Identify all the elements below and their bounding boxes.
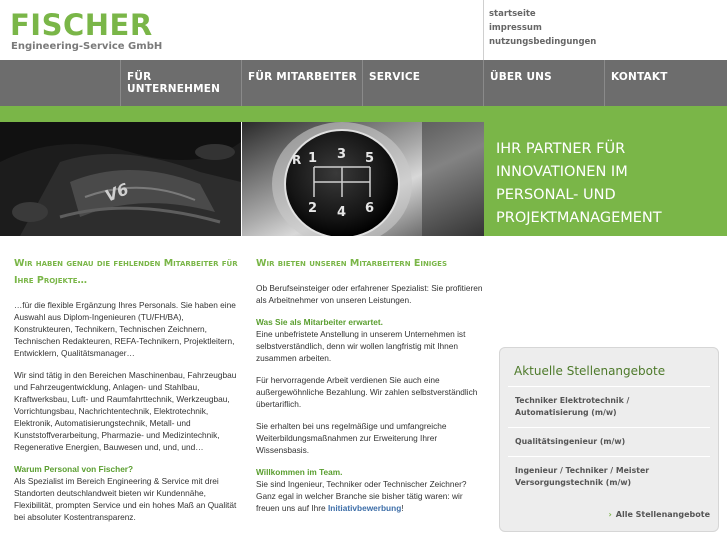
logo-wordmark: FISCHER (10, 8, 153, 42)
job-item-quality-engineer[interactable]: Qualitätsingenieur (m/w) (508, 427, 710, 456)
job-offers-box (499, 347, 719, 532)
gear-shift-illustration (242, 122, 484, 236)
gear-shift-image (242, 122, 484, 236)
tagline-line-1: IHR PARTNER FÜR (496, 141, 626, 157)
gear-number-4: 4 (337, 205, 347, 220)
hero-tagline (484, 122, 727, 236)
gear-number-2: 2 (308, 201, 318, 216)
nav-kontakt[interactable]: KONTAKT (611, 71, 668, 83)
engine-image (0, 122, 241, 236)
engine-illustration (0, 122, 241, 236)
initiative-application-link[interactable]: Initiativbewerbung (327, 503, 402, 513)
payment-text: Für hervorragende Arbeit verdienen Sie auch eine außergewöhnliche Bezahlung. Wir zahlen selbstverständlich übertariflich. (256, 375, 478, 409)
link-nutzungsbedingungen[interactable]: nutzungsbedingungen (489, 37, 597, 47)
job-item-electrical-technician[interactable]: Techniker Elektrotechnik / Automatisierung (m/w) (508, 386, 710, 427)
employees-intro: Ob Berufseinsteiger oder erfahrener Spezialist: Sie profitieren als Arbeitnehmer von unseren Leistungen. (256, 283, 483, 305)
job-offers-title: Aktuelle Stellenangebote (514, 364, 666, 378)
gear-number-5: 5 (365, 151, 375, 166)
employees-column (256, 255, 488, 524)
hero-banner (0, 122, 727, 236)
main-nav (0, 60, 727, 106)
training-text: Sie erhalten bei uns regelmäßige und umfangreiche Weiterbildungsmaßnahmen zur Erweiterung Ihrer Wissensbasis. (256, 421, 447, 455)
top-links (483, 0, 596, 60)
employers-intro: …für die flexible Ergänzung Ihres Personals. Sie haben eine Auswahl aus Diplom-Ingenieuren (TU/FH/BA), Konstrukteuren, Technikern, Technischen Zeichnern, Technischen Redakteuren, REFA-Technikern, Projektleitern, Entwicklern, Qualitätsmanager… (14, 300, 236, 358)
header (0, 0, 727, 60)
gear-number-3: 3 (337, 147, 347, 162)
gear-number-r: R (292, 153, 302, 167)
employers-heading: Wir haben genau die fehlenden Mitarbeiter für Ihre Projekte… (14, 258, 238, 286)
job-item-supply-engineering[interactable]: Ingenieur / Techniker / Meister Versorgungstechnik (m/w) (508, 456, 710, 497)
why-fischer-heading: Warum Personal von Fischer? (14, 464, 134, 474)
application-text: Sie sind Ingenieur, Techniker oder Technischer Zeichner? Ganz egal in welcher Branche sie bisher tätig waren: wir freuen uns auf Ihre Initiativbewerbung! (256, 479, 467, 513)
gear-number-6: 6 (365, 201, 375, 216)
company-logo[interactable] (10, 10, 162, 53)
nav-fuer-unternehmen[interactable]: FÜR UNTERNEHMEN (121, 60, 242, 106)
accent-bar (0, 106, 727, 122)
all-job-offers-link[interactable]: › Alle Stellenangebote (608, 510, 710, 519)
tagline-line-4: PROJEKTMANAGEMENT (496, 210, 662, 226)
chevron-right-icon: › (608, 510, 612, 519)
logo-subtitle: Engineering-Service GmbH (11, 41, 163, 52)
tagline-line-2: INNOVATIONEN IM (496, 164, 628, 180)
job-offers-list (508, 386, 710, 497)
employees-heading: Wir bieten unseren Mitarbeitern Einiges (256, 258, 447, 269)
link-startseite[interactable]: startseite (489, 9, 536, 19)
why-fischer-text: Als Spezialist im Bereich Engineering & Service mit drei Standorten deutschlandweit bieten wir Kundennähe, Flexibilität, prompten Service und ein hohes Maß an Qualität bei absoluter Kostentransparenz. (14, 476, 237, 522)
employers-industries: Wir sind tätig in den Bereichen Maschinenbau, Fahrzeugbau und Fahrzeugentwicklung, Anlagen- und Stahlbau, Kraftwerksbau, Luft- und Raumfahrttechnik, Werkzeugbau, Vorrichtungsbau, Nachrichtentechnik, Elektrotechnik, Elektronik, Automatisierungstechnik, Metall- und Kunststoffverarbeitung, Pharmazie- und Medizintechnik, Regenerative Energien, Bauwesen und, und, und… (14, 370, 237, 452)
nav-fuer-mitarbeiter[interactable]: FÜR MITARBEITER (242, 60, 363, 106)
employment-text: Eine unbefristete Anstellung in unserem Unternehmen ist selbstverständlich, denn wir wollen langfristig mit Ihnen zusammen arbeiten. (256, 329, 466, 363)
gear-number-1: 1 (308, 151, 318, 166)
engine-v6-label: V6 (102, 179, 132, 206)
nav-service[interactable]: SERVICE (363, 60, 484, 106)
nav-spacer (0, 60, 121, 106)
tagline-line-3: PERSONAL- UND (496, 187, 616, 203)
nav-ueber-uns[interactable]: ÜBER UNS (484, 60, 605, 106)
link-impressum[interactable]: impressum (489, 23, 542, 33)
expectations-heading: Was Sie als Mitarbeiter erwartet. (256, 317, 383, 327)
employers-column (14, 255, 242, 533)
welcome-heading: Willkommen im Team. (256, 467, 343, 477)
